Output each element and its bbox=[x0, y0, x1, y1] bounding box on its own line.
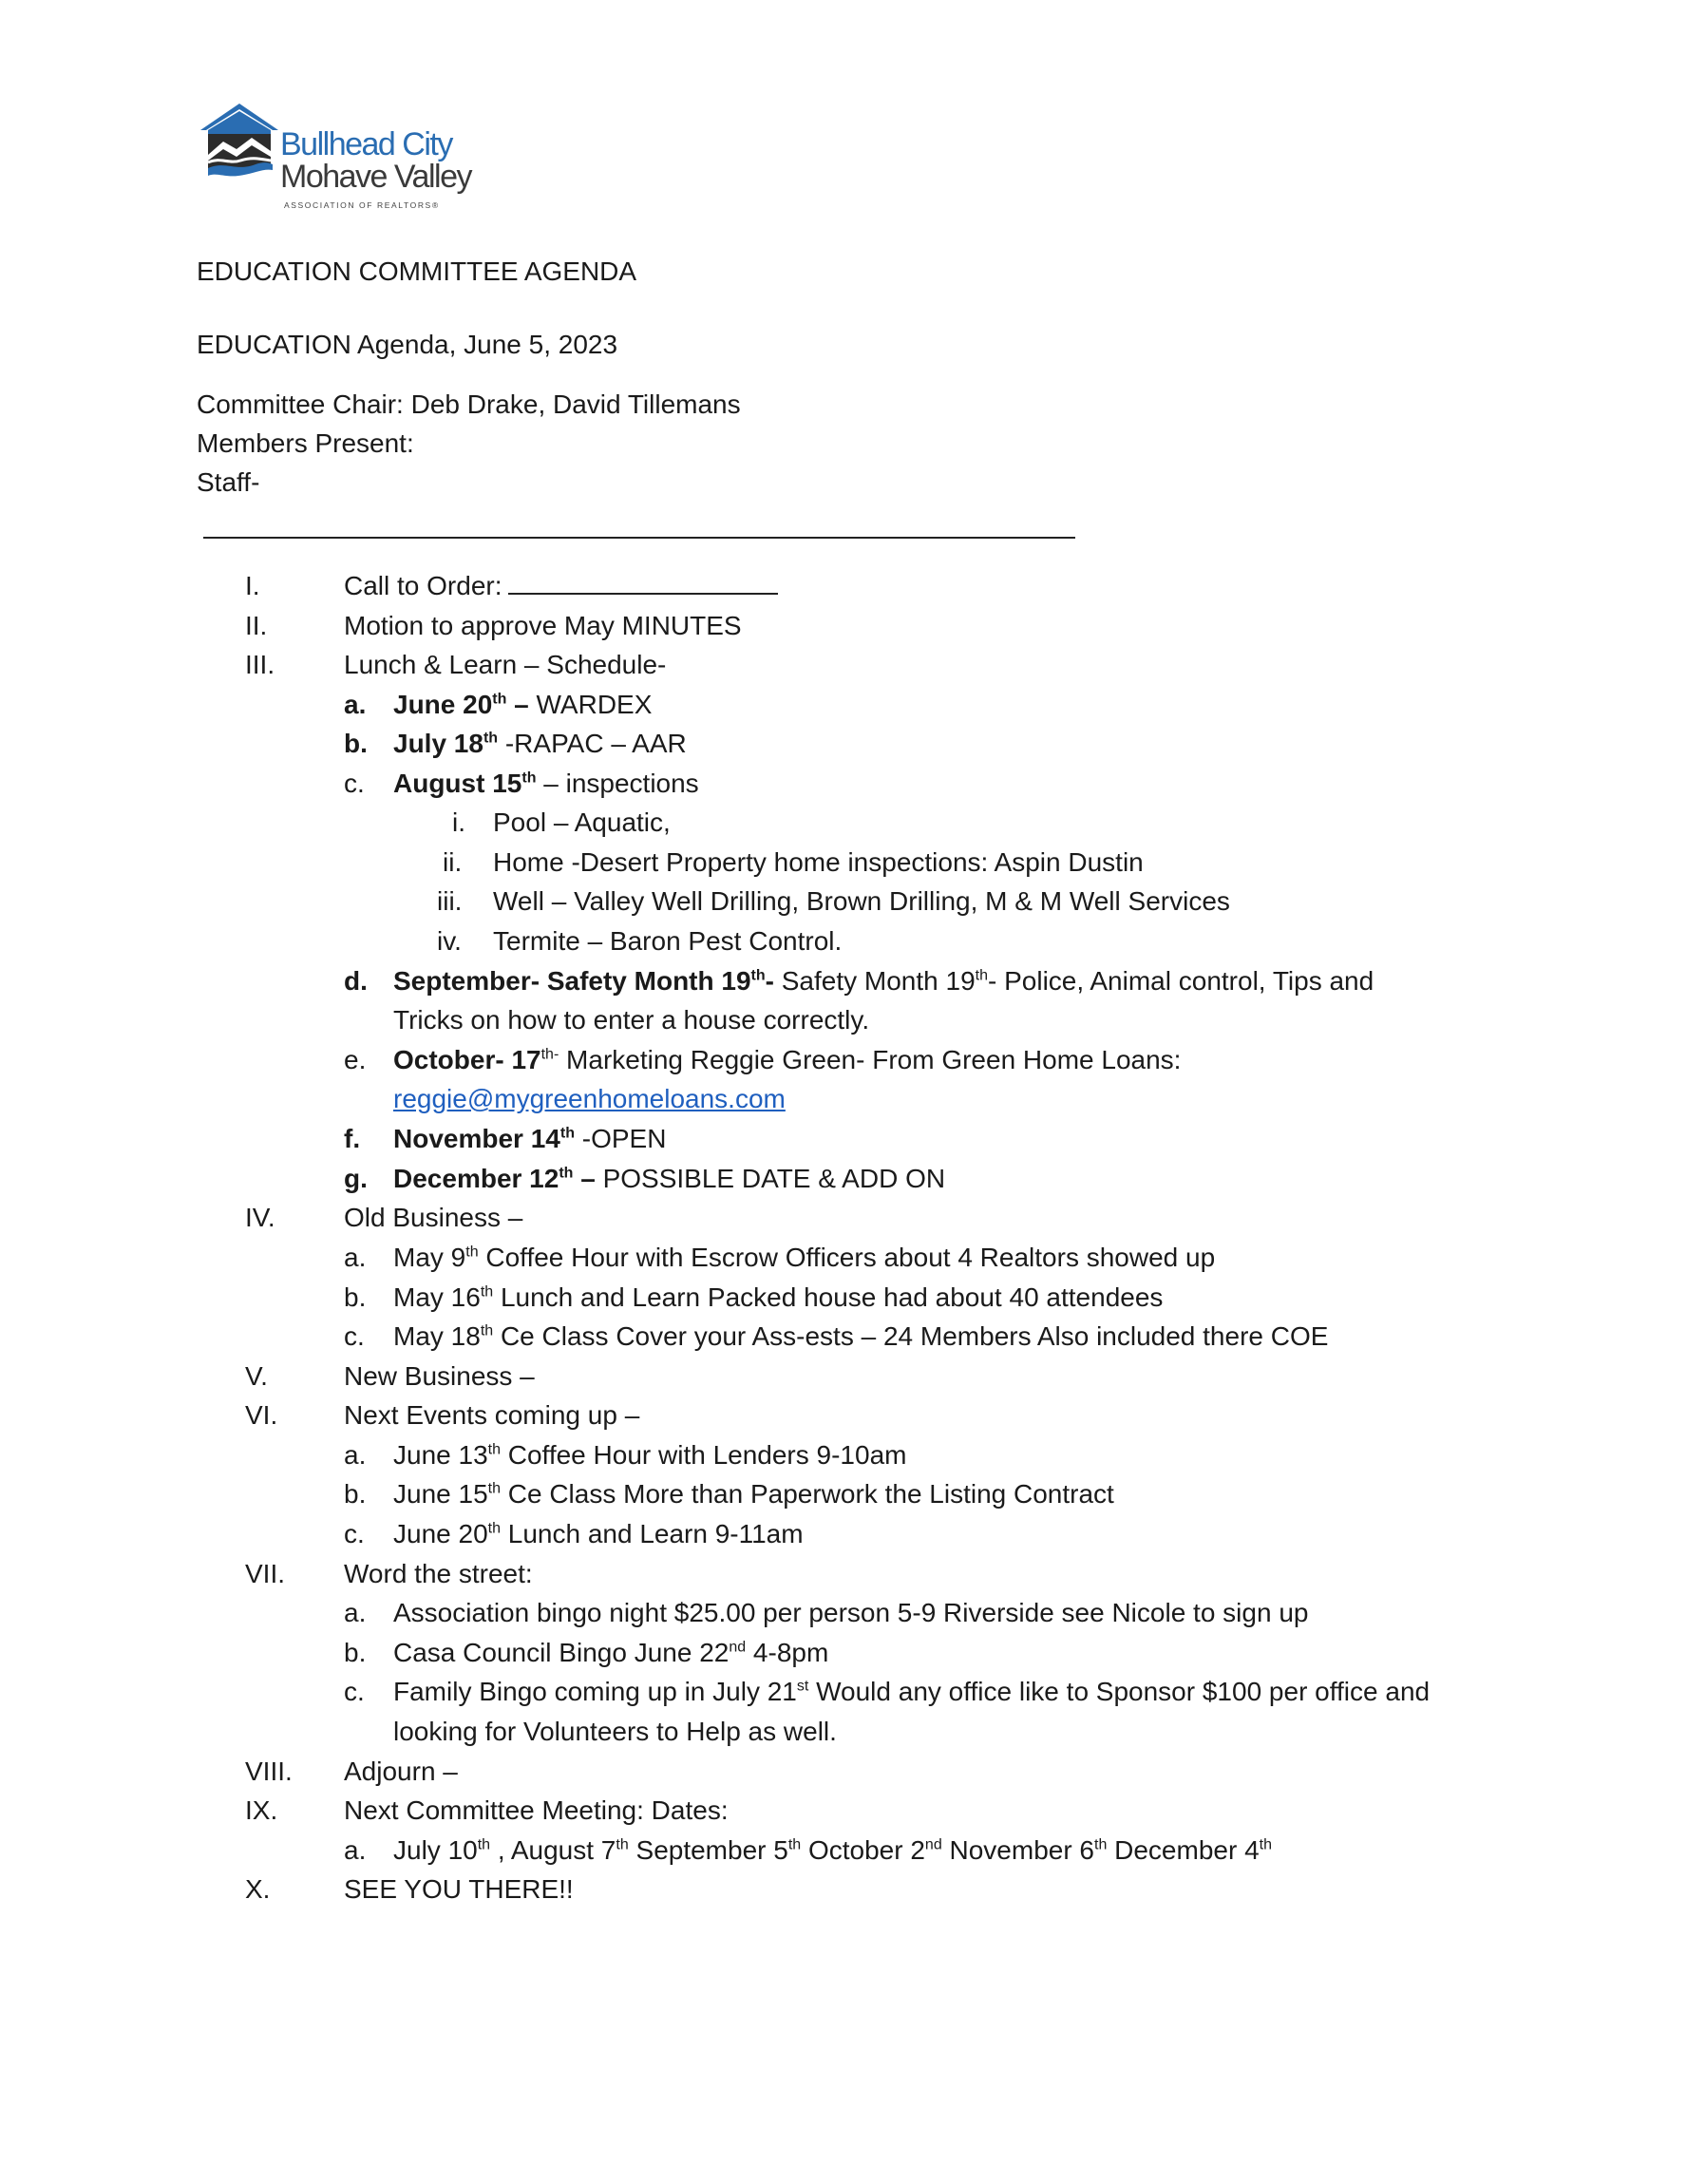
members-present: Members Present: bbox=[197, 428, 414, 458]
roman-sub: i. bbox=[452, 807, 465, 837]
agenda-item-new-business: New Business – bbox=[344, 1361, 535, 1391]
house-mountain-icon bbox=[197, 102, 282, 187]
agenda-item-adjourn: Adjourn – bbox=[344, 1757, 458, 1786]
event-lunch-learn: June 20th Lunch and Learn 9-11am bbox=[393, 1519, 804, 1548]
staff-line: Staff- bbox=[197, 467, 260, 497]
sub-letter: a. bbox=[344, 1243, 367, 1272]
agenda-item-word-street: Word the street: bbox=[344, 1559, 533, 1588]
old-business-coffee-hour: May 9th Coffee Hour with Escrow Officers about 4 Realtors showed up bbox=[393, 1243, 1216, 1272]
meeting-dates: July 10th , August 7th September 5th October 2nd November 6th December 4th bbox=[393, 1835, 1272, 1865]
old-business-ce-class: May 18th Ce Class Cover your Ass-ests – 24 Members Also included there COE bbox=[393, 1321, 1329, 1351]
inspection-termite: Termite – Baron Pest Control. bbox=[493, 926, 843, 956]
sub-letter: g. bbox=[344, 1164, 368, 1193]
sub-letter: e. bbox=[344, 1045, 367, 1074]
sub-letter: b. bbox=[344, 1282, 367, 1312]
agenda-item-next-events: Next Events coming up – bbox=[344, 1400, 640, 1430]
document-title: EDUCATION COMMITTEE AGENDA bbox=[197, 256, 637, 286]
lunch-learn-august: August 15th – inspections bbox=[393, 769, 699, 798]
separator-line bbox=[203, 537, 1075, 539]
sub-letter: c. bbox=[344, 1677, 365, 1706]
street-family-bingo-cont: looking for Volunteers to Help as well. bbox=[393, 1717, 837, 1746]
inspection-home: Home -Desert Property home inspections: Aspin Dustin bbox=[493, 847, 1144, 877]
item-numeral: VI. bbox=[245, 1400, 278, 1430]
item-numeral: III. bbox=[245, 650, 275, 679]
logo-text-association: ASSOCIATION OF REALTORS® bbox=[284, 200, 440, 210]
lunch-learn-october: October- $17^{th-}$ Marketing Reggie Green- From Green Home Loans: bbox=[393, 1045, 1182, 1074]
agenda-date: EDUCATION Agenda, June 5, 2023 bbox=[197, 330, 618, 359]
roman-sub: iv. bbox=[437, 926, 462, 956]
sub-letter: a. bbox=[344, 1598, 367, 1627]
sub-letter: c. bbox=[344, 1519, 365, 1548]
committee-chair: Committee Chair: Deb Drake, David Tillemans bbox=[197, 389, 741, 419]
agenda-item-minutes: Motion to approve May MINUTES bbox=[344, 611, 742, 640]
lunch-learn-june: June 20th – WARDEX bbox=[393, 690, 653, 719]
sub-letter: a. bbox=[344, 1440, 367, 1470]
sub-letter: c. bbox=[344, 769, 365, 798]
old-business-lunch-learn: May 16th Lunch and Learn Packed house had about 40 attendees bbox=[393, 1282, 1164, 1312]
agenda-item-closing: SEE YOU THERE!! bbox=[344, 1874, 574, 1904]
event-coffee-hour: June 13th Coffee Hour with Lenders 9-10am bbox=[393, 1440, 907, 1470]
sub-letter: d. bbox=[344, 966, 368, 996]
lunch-learn-september: September- Safety Month 19th- Safety Month 19th- Police, Animal control, Tips and bbox=[393, 966, 1374, 996]
item-numeral: VII. bbox=[245, 1559, 286, 1588]
item-numeral: X. bbox=[245, 1874, 271, 1904]
event-ce-class: June 15th Ce Class More than Paperwork the Listing Contract bbox=[393, 1479, 1114, 1509]
lunch-learn-november: November 14th -OPEN bbox=[393, 1124, 667, 1153]
item-numeral: IX. bbox=[245, 1795, 278, 1825]
item-numeral: V. bbox=[245, 1361, 268, 1391]
sub-letter: a. bbox=[344, 690, 367, 719]
street-casa-bingo: Casa Council Bingo June 22nd 4-8pm bbox=[393, 1638, 829, 1667]
lunch-learn-july: July 18th -RAPAC – AAR bbox=[393, 729, 687, 758]
association-logo bbox=[197, 102, 482, 216]
street-bingo-night: Association bingo night $25.00 per person 5-9 Riverside see Nicole to sign up bbox=[393, 1598, 1309, 1627]
roman-sub: iii. bbox=[437, 886, 463, 916]
inspection-well: Well – Valley Well Drilling, Brown Drilling, M & M Well Services bbox=[493, 886, 1230, 916]
agenda-item-lunch-learn: Lunch & Learn – Schedule- bbox=[344, 650, 667, 679]
reggie-email-link[interactable]: reggie@mygreenhomeloans.com bbox=[393, 1084, 786, 1113]
item-numeral: I. bbox=[245, 571, 260, 600]
agenda-item-next-meeting: Next Committee Meeting: Dates: bbox=[344, 1795, 729, 1825]
logo-text-city: Bullhead City bbox=[280, 126, 452, 162]
lunch-learn-september-cont: Tricks on how to enter a house correctly. bbox=[393, 1005, 870, 1035]
sub-letter: b. bbox=[344, 1638, 367, 1667]
street-family-bingo: Family Bingo coming up in July 21st Would any office like to Sponsor $100 per office and bbox=[393, 1677, 1431, 1706]
agenda-item-call-to-order: Call to Order: bbox=[344, 570, 778, 602]
item-numeral: VIII. bbox=[245, 1757, 293, 1786]
logo-text-valley: Mohave Valley bbox=[280, 159, 471, 195]
agenda-item-old-business: Old Business – bbox=[344, 1203, 523, 1232]
call-to-order-blank bbox=[508, 572, 778, 595]
roman-sub: ii. bbox=[443, 847, 463, 877]
sub-letter: c. bbox=[344, 1321, 365, 1351]
sub-letter: f. bbox=[344, 1124, 361, 1153]
sub-letter: b. bbox=[344, 729, 368, 758]
sub-letter: a. bbox=[344, 1835, 367, 1865]
item-numeral: II. bbox=[245, 611, 268, 640]
inspection-pool: Pool – Aquatic, bbox=[493, 807, 671, 837]
item-numeral: IV. bbox=[245, 1203, 275, 1232]
sub-letter: b. bbox=[344, 1479, 367, 1509]
lunch-learn-december: December 12th – POSSIBLE DATE & ADD ON bbox=[393, 1164, 946, 1193]
